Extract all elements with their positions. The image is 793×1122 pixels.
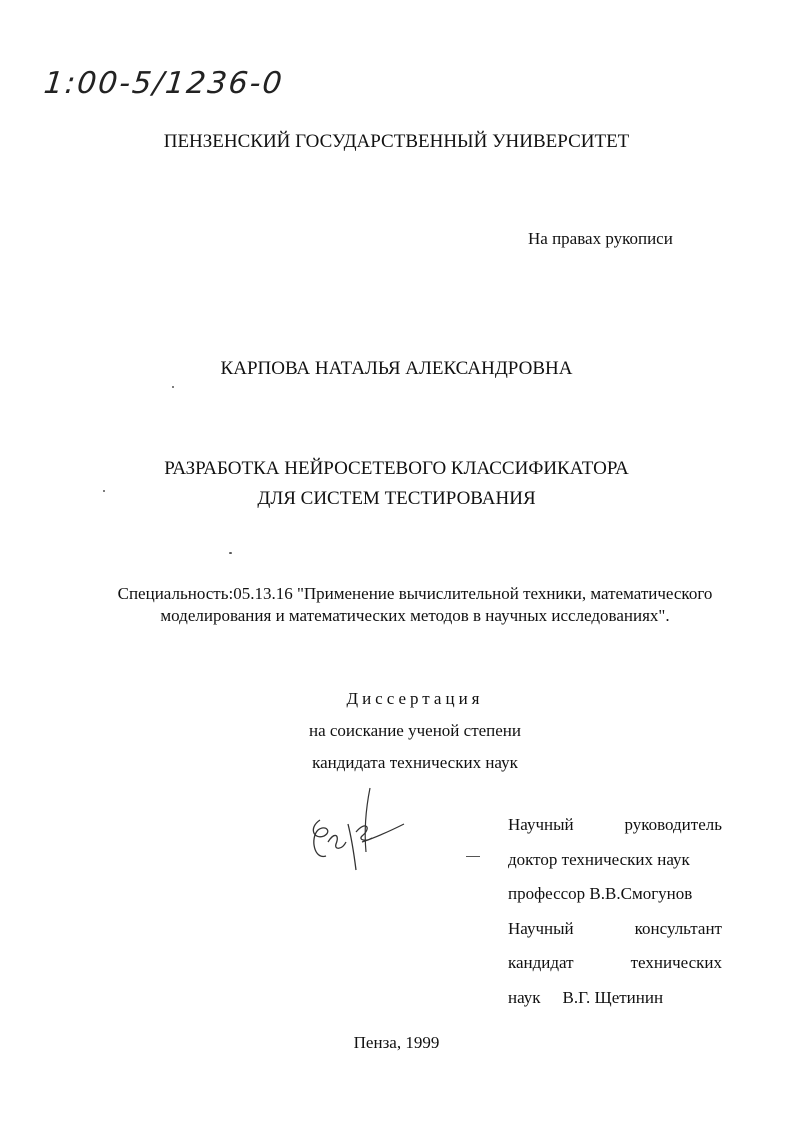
advisor-degree: доктор технических наук xyxy=(508,849,690,869)
consultant-word: кандидат xyxy=(508,953,574,972)
advisor-line xyxy=(508,808,722,843)
degree-purpose: на соискание ученой степени xyxy=(308,721,522,740)
consultant-line xyxy=(508,912,722,947)
consultant-name: В.Г. Щетинин xyxy=(562,987,664,1007)
degree-name: кандидата технических наук xyxy=(312,753,518,772)
specialty-description: Специальность:05.13.16 "Применение вычислительной техники, математического моделирования и математических методов в научных исследованиях". xyxy=(117,584,713,625)
title-line-2: ДЛЯ СИСТЕМ ТЕСТИРОВАНИЯ xyxy=(257,488,536,509)
scan-speck xyxy=(172,386,174,388)
call-number: 1:00-5/1236-0 xyxy=(42,66,286,101)
consultant-line xyxy=(508,946,722,981)
dissertation-title xyxy=(0,454,793,514)
city-year: Пенза, 1999 xyxy=(353,1033,440,1052)
scan-speck xyxy=(103,490,105,492)
title-line-1: РАЗРАБОТКА НЕЙРОСЕТЕВОГО КЛАССИФИКАТОРА xyxy=(164,458,629,479)
degree-block xyxy=(0,683,793,779)
document-type: Диссертация xyxy=(346,689,484,708)
consultant-word: наук xyxy=(508,987,541,1007)
scan-speck xyxy=(466,856,480,857)
scan-speck xyxy=(229,552,232,554)
consultant-word: технических xyxy=(630,953,722,972)
consultant-line xyxy=(508,981,722,1016)
author-name: КАРПОВА НАТАЛЬЯ АЛЕКСАНДРОВНА xyxy=(220,358,573,379)
advisor-word: руководитель xyxy=(624,815,722,834)
advisor-word: Научный xyxy=(508,815,574,834)
consultant-word: консультант xyxy=(634,918,722,938)
advisor-line xyxy=(508,843,722,878)
signature-image xyxy=(300,780,410,880)
advisor-name: профессор В.В.Смогунов xyxy=(508,884,693,903)
manuscript-rights-note: На правах рукописи xyxy=(528,229,673,248)
advisors-block xyxy=(508,808,722,1015)
advisor-line xyxy=(508,877,722,912)
university-name: ПЕНЗЕНСКИЙ ГОСУДАРСТВЕННЫЙ УНИВЕРСИТЕТ xyxy=(163,131,630,152)
consultant-word: Научный xyxy=(508,918,574,938)
